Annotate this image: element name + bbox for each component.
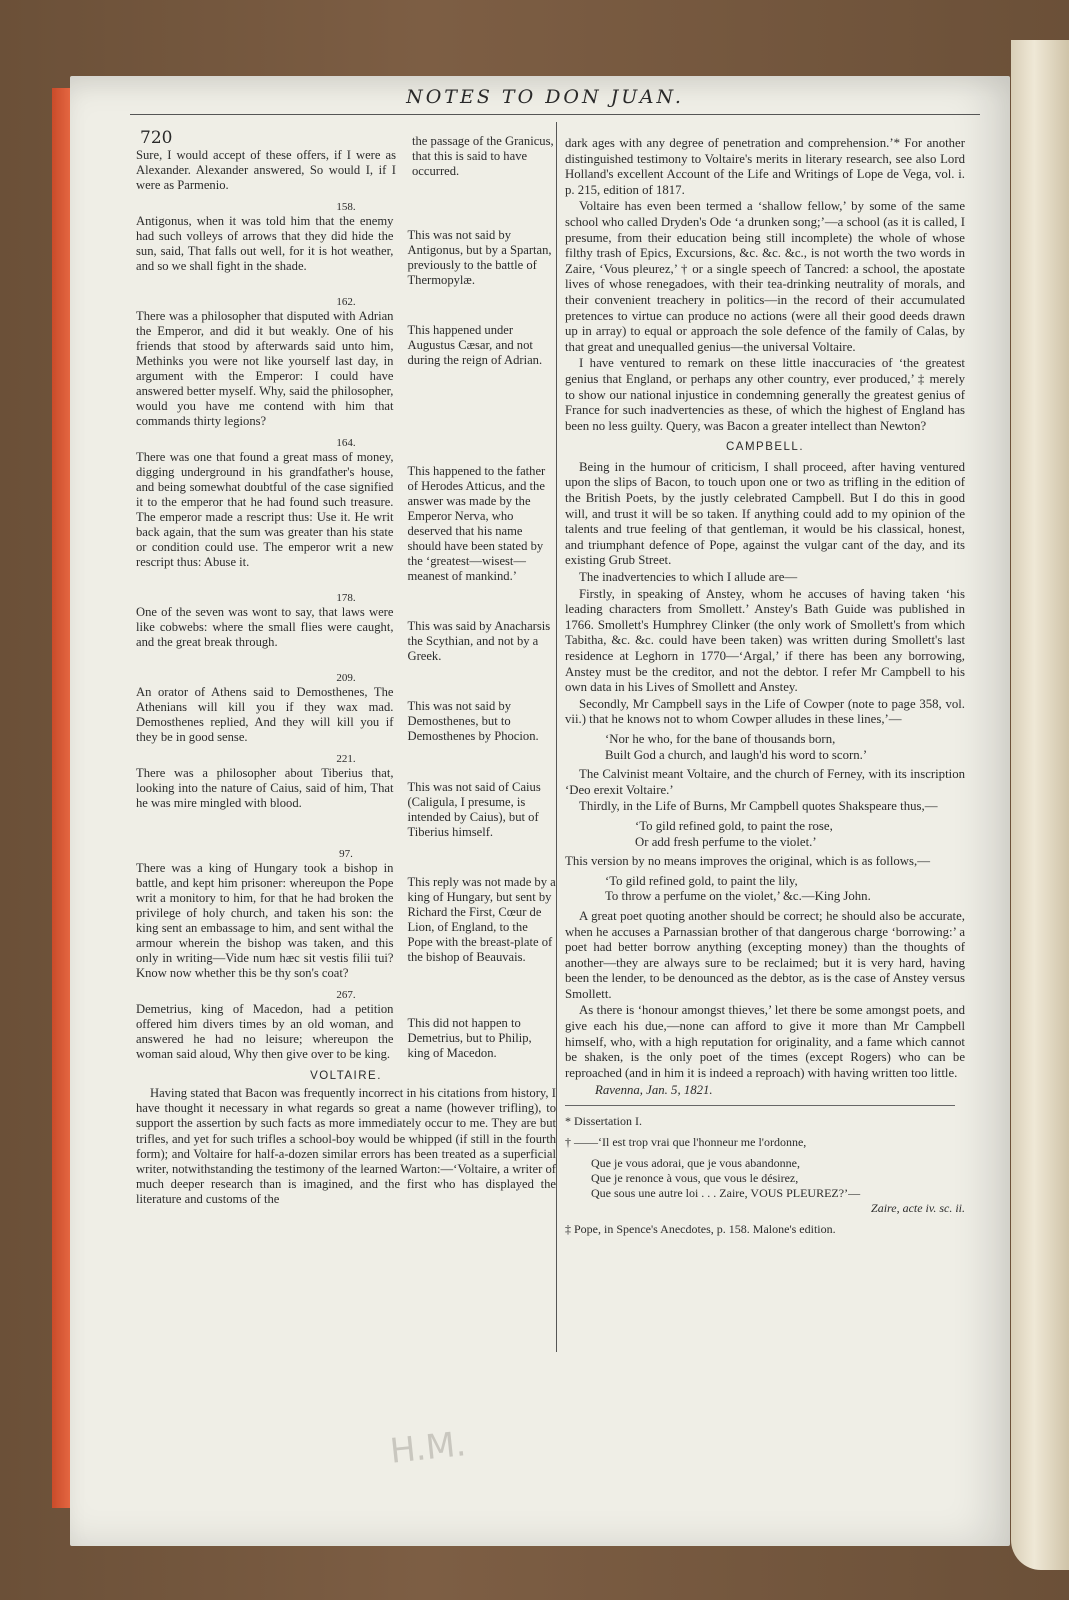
entry-citation: Demetrius, king of Macedon, had a petition offered him divers times by an old woman, and answered he had no leisure; whereupon the woman said aloud, Why then give over to be king. <box>136 1002 394 1061</box>
quote-line: ‘To gild refined gold, to paint the lily, <box>605 873 798 888</box>
paragraph: Firstly, in speaking of Anstey, whom he accuses of having taken ‘his leading characters from Smollett.’ Anstey's Bath Guide was published in 1766. Smollett's Humphrey Clinker (the only work of Smollett's from which Tabitha, &c. &c. could have been taken) was written during Smollett's last residence at Leghorn in 1770—‘Argal,’ if there has been any borrowing, Anstey must be the creditor, and not the debtor. I refer Mr Campbell to his own data in his Lives of Smollett and Anstey. <box>565 586 965 695</box>
list-item <box>136 450 556 584</box>
list-item <box>136 214 556 288</box>
entry-correction: This reply was not made by a king of Hungary, but sent by Richard the First, Cœur de Lion, of England, to the Pope with the breast-plate of the bishop of Beauvais. <box>407 875 556 964</box>
entry-citation: Antigonus, when it was told him that the enemy had such volleys of arrows that they did hide the sun, said, That falls out well, for it is hot weather, and so we shall fight in the shade. <box>136 214 394 273</box>
running-head: NOTES TO DON JUAN. <box>406 86 684 108</box>
entry-correction: This was not said by Demosthenes, but to Demosthenes by Phocion. <box>407 699 539 743</box>
footnote-line: Zaire, acte iv. sc. ii. <box>871 1201 965 1216</box>
paragraph: The Calvinist meant Voltaire, and the church of Ferney, with its inscription ‘Deo erexit Voltaire.’ <box>565 767 965 797</box>
entry-number: 267. <box>336 989 356 1001</box>
quote-line: ‘To gild refined gold, to paint the rose, <box>635 818 833 833</box>
paragraph: Being in the humour of criticism, I shall proceed, after having ventured upon the slips of Bacon, to touch upon one or two as trifling in the edition of the British Poets, by the justly celebrated Campbell. But I do this in good will, and trust it will be so taken. If anything could add to my opinion of the talents and true feeling of that gentleman, it would be his classical, honest, and triumphant defence of Pope, against the vulgar cant of the day, and its existing Grub Street. <box>565 459 965 568</box>
entry-number: 178. <box>336 592 356 604</box>
footnote: † ——‘Il est trop vrai que l'honneur me l'ordonne, <box>565 1135 807 1150</box>
apophthegm-list <box>136 201 556 1062</box>
quote-line: To throw a perfume on the violet,’ &c.—King John. <box>605 889 871 904</box>
list-item <box>136 685 556 745</box>
facing-page-edge <box>1011 40 1069 1570</box>
signature-date: Ravenna, Jan. 5, 1821. <box>595 1083 713 1098</box>
lead-correction: the passage of the Granicus, that this is said to have occurred. <box>412 134 554 178</box>
footnote-line: Que je vous adorai, que je vous abandonne, <box>591 1156 800 1171</box>
quotation <box>565 819 965 850</box>
campbell-heading: CAMPBELL. <box>725 441 805 454</box>
entry-citation: There was a king of Hungary took a bishop in battle, and kept him prisoner: whereupon the Pope writ a monitory to him, for that he had broken the privilege of holy church, and taken his son: the king sent an embassage to him, and sent withal the armour wherein the bishop was taken, and this only in writing—Vide num hæc sit vestis filii tui? Know now whether this be thy son's coat? <box>136 861 394 980</box>
footnote-rule <box>565 1105 955 1106</box>
voltaire-paragraph: Having stated that Bacon was frequently incorrect in his citations from history, I have thought it necessary in what regards so great a name (however trifling), to support the assertion by such facts as more immediately occur to me. They are but trifles, and yet for such trifles a school-boy would be whipped (if still in the fourth form); and Voltaire for half-a-dozen similar errors has been treated as a superficial writer, notwithstanding the testimony of the learned Warton:—‘Voltaire, a writer of much deeper research than is imagined, and the first who has displayed the literature and customs of the <box>136 1086 556 1207</box>
paragraph: Thirdly, in the Life of Burns, Mr Campbell quotes Shakspeare thus,— <box>579 799 938 814</box>
paragraph: This version by no means improves the original, which is as follows,— <box>565 854 931 869</box>
lead-citation: Sure, I would accept of these offers, if I were as Alexander. Alexander answered, So would I, if I were as Parmenio. <box>136 148 396 192</box>
entry-correction: This was said by Anacharsis the Scythian, and not by a Greek. <box>407 619 551 663</box>
entry-citation: There was one that found a great mass of money, digging underground in his grandfather's house, and being somewhat doubtful of the case signified it to the emperor that he had found such treasure. The emperor made a rescript thus: Use it. He writ back again, that the sum was greater than his state or condition could use. The emperor writ a new rescript thus: Abuse it. <box>136 450 394 569</box>
footnote: ‡ Pope, in Spence's Anecdotes, p. 158. Malone's edition. <box>565 1222 836 1237</box>
entry-citation: There was a philosopher about Tiberius that, looking into the nature of Caius, said of him, That he was mire mingled with blood. <box>136 766 394 810</box>
quote-line: ‘Nor he who, for the bane of thousands born, <box>605 731 836 746</box>
entry-correction: This did not happen to Demetrius, but to Philip, king of Macedon. <box>407 1016 532 1060</box>
paragraph: dark ages with any degree of penetration and comprehension.’* For another distinguished testimony to Voltaire's merits in literary research, see also Lord Holland's excellent Account of the Life and Writings of Lope de Vega, vol. i. p. 215, edition of 1817. <box>565 136 965 197</box>
list-item <box>136 605 556 664</box>
entry-citation: An orator of Athens said to Demosthenes, The Athenians will kill you if they wax mad. Demosthenes replied, And they will kill you if they be in good sense. <box>136 685 394 744</box>
paragraph: Voltaire has even been termed a ‘shallow fellow,’ by some of the same school who called Dryden's Ode ‘a drunken song;’—a school (as it is called, I presume, from their education being still incomplete) the whole of whose filthy trash of Epics, Excursions, &c. &c. &c., is not worth the two words in Zaire, ‘Vous pleurez,’ † or a single speech of Tancred: a school, the apostate lives of whose renegadoes, with their tea-drinking neutrality of morals, and their convenient treachery in politics—in the record of their accumulated pretences to virtue can produce no actions (were all their good deeds drawn up in array) to equal or approach the sole defence of the family of Calas, by that great and unequalled genius—the universal Voltaire. <box>565 199 965 354</box>
paragraph: I have ventured to remark on these little inaccuracies of ‘the greatest genius that England, or perhaps any other country, ever produced,’ ‡ merely to show our national injustice in condemning generally the greatest genius of France for such inadvertencies as these, of which the highest of England has been no less guilty. Query, was Bacon a greater intellect than Newton? <box>565 356 965 433</box>
paragraph: A great poet quoting another should be correct; he should also be accurate, when he accuses a Parnassian brother of that dangerous charge ‘borrowing:’ a poet had better borrow anything (excepting money) than the thoughts of another—they are always sure to be reclaimed; but it is very hard, having been the lender, to be denounced as the debtor, as is the case of Anstey versus Smollett. <box>565 908 965 1001</box>
entry-number: 164. <box>336 437 356 449</box>
column-divider <box>556 122 557 1352</box>
head-rule <box>130 114 980 115</box>
list-item <box>136 766 556 840</box>
footnotes <box>565 1114 965 1237</box>
quotation <box>565 874 965 905</box>
page-number: 720 <box>140 128 173 148</box>
list-item <box>136 1002 556 1062</box>
voltaire-heading: VOLTAIRE. <box>310 1070 382 1082</box>
list-item <box>136 861 556 981</box>
entry-number: 209. <box>336 672 356 684</box>
quote-line: Built God a church, and laugh'd his word to scorn.’ <box>605 747 868 762</box>
paragraph: As there is ‘honour amongst thieves,’ let there be some amongst poets, and give each his due,—none can afford to give it more than Mr Campbell himself, who, with a high reputation for originality, and a fame which cannot be shaken, is the only poet of the times (except Rogers) who can be reproached (and in him it is indeed a reproach) with having written too little. <box>565 1003 965 1080</box>
paragraph: The inadvertencies to which I allude are— <box>579 570 798 585</box>
list-item <box>136 309 556 429</box>
quotation <box>565 732 965 763</box>
entry-correction: This happened under Augustus Cæsar, and not during the reign of Adrian. <box>407 323 543 367</box>
right-column <box>565 136 965 1243</box>
footnote: * Dissertation I. <box>565 1114 642 1129</box>
footnote-line: Que sous une autre loi . . . Zaire, VOUS PLEUREZ?’— <box>591 1186 861 1201</box>
entry-correction: This was not said of Caius (Caligula, I presume, is intended by Caius), but of Tiberius himself. <box>407 780 541 839</box>
entry-correction: This was not said by Antigonus, but by a Spartan, previously to the battle of Thermopylæ. <box>407 228 552 287</box>
pencil-mark: H.M. <box>388 1424 468 1472</box>
entry-citation: One of the seven was wont to say, that laws were like cobwebs: where the small flies were caught, and the great break through. <box>136 605 394 649</box>
entry-correction: This happened to the father of Herodes Atticus, and the answer was made by the Emperor Nerva, who deserved that his name should have been stated by the ‘greatest—wisest—meanest of mankind.’ <box>407 464 546 583</box>
quote-line: Or add fresh perfume to the violet.’ <box>635 834 817 849</box>
paragraph: Secondly, Mr Campbell says in the Life of Cowper (note to page 358, vol. vii.) that he knows not to whom Cowper alludes in these lines,’— <box>565 696 965 727</box>
entry-citation: There was a philosopher that disputed with Adrian the Emperor, and did it but weakly. One of his friends that stood by afterwards said unto him, Methinks you were not like yourself last day, in argument with the Emperor: I could have answered better myself. Why, said the philosopher, would you have me contend with him that commands thirty legions? <box>136 309 394 428</box>
footnote-line: Que je renonce à vous, que vous le désirez, <box>591 1171 799 1186</box>
entry-number: 162. <box>336 296 356 308</box>
entry-number: 221. <box>336 753 356 765</box>
entry-number: 97. <box>339 848 353 860</box>
entry-number: 158. <box>336 201 356 213</box>
